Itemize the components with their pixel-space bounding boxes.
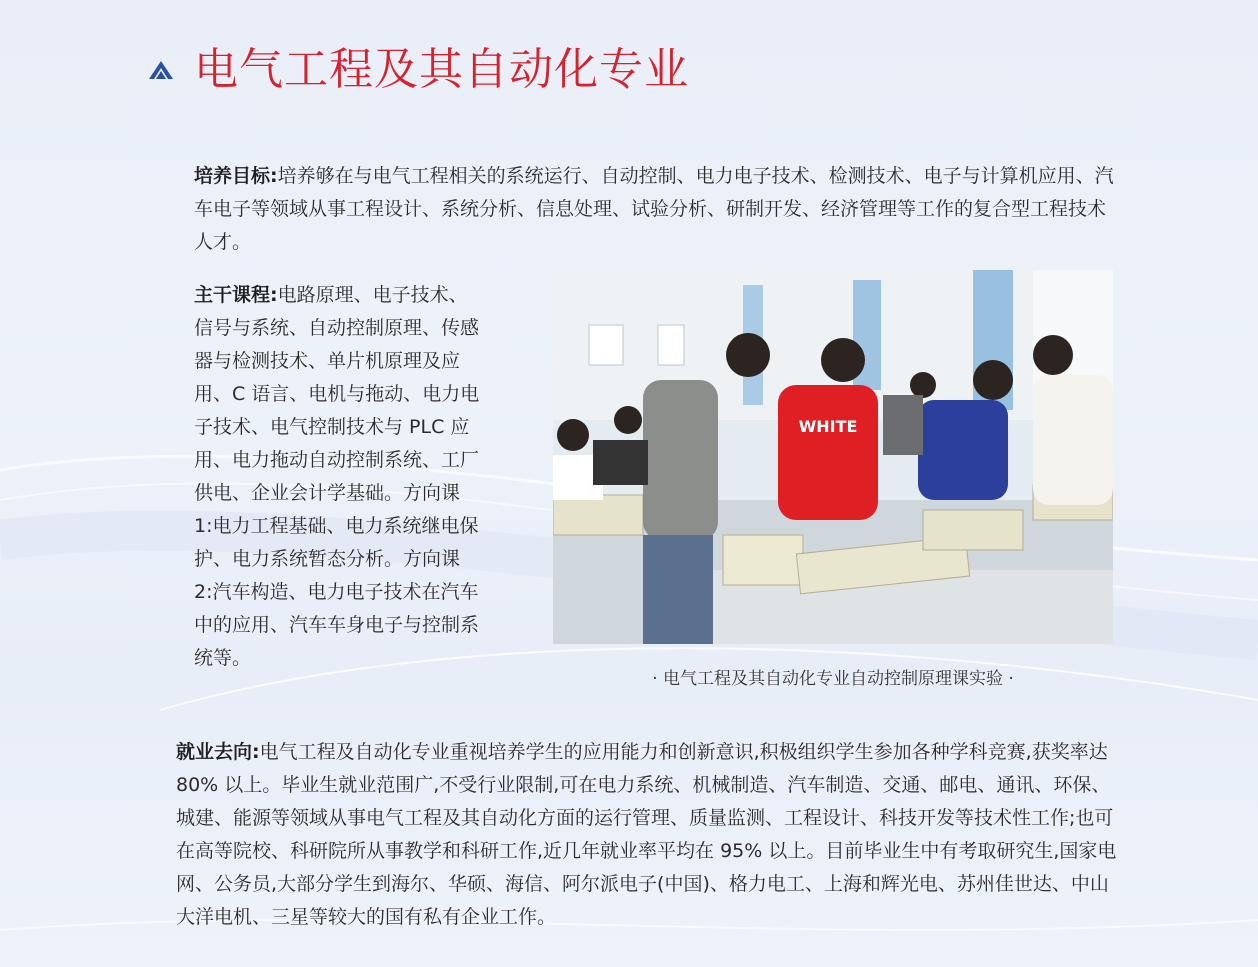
training-goal-label: 培养目标: [194,165,278,187]
lab-photo [553,270,1113,644]
photo-caption: · 电气工程及其自动化专业自动控制原理课实验 · [652,669,1014,689]
main-courses-paragraph [194,279,484,675]
shirt-print-text: WHITE [798,417,858,436]
training-goal-paragraph [194,160,1119,259]
main-courses-text: 电路原理、电子技术、信号与系统、自动控制原理、传感器与检测技术、单片机原理及应用、C 语言、电机与拖动、电力电子技术、电气控制技术与 PLC 应用、电力拖动自动控制系统、工厂供电、企业会计学基础。方向课 1:电力工程基础、电力系统继电保护、电力系统暂态分析。方向课 2:汽车构造、电力电子技术在汽车中的应用、汽车车身电子与控制系统等。 [194,284,480,669]
main-courses-label: 主干课程: [194,284,278,306]
page-title: 电气工程及其自动化专业 [194,44,689,95]
employment-paragraph [176,736,1121,934]
training-goal-text: 培养够在与电气工程相关的系统运行、自动控制、电力电子技术、检测技术、电子与计算机应用、汽车电子等领域从事工程设计、系统分析、信息处理、试验分析、研制开发、经济管理等工作的复合型工程技术人才。 [194,165,1114,253]
employment-text: 电气工程及自动化专业重视培养学生的应用能力和创新意识,积极组织学生参加各种学科竞赛,获奖率达 80% 以上。毕业生就业范围广,不受行业限制,可在电力系统、机械制造、汽车制造、交通、邮电、通讯、环保、城建、能源等领域从事电气工程及其自动化方面的运行管理、质量监测、工程设计、科技开发等技术性工作;也可在高等院校、科研院所从事教学和科研工作,近几年就业率平均在 95% 以上。目前毕业生中有考取研究生,国家电网、公务员,大部分学生到海尔、华硕、海信、阿尔派电子(中国)、格力电工、上海和辉光电、苏州佳世达、中山大洋电机、三星等较大的国有私有企业工作。 [176,741,1117,928]
lab-photo-illustration [553,270,1113,644]
employment-label: 就业去向: [176,741,260,763]
chevron-up-icon [148,60,174,80]
section-header [148,40,689,100]
